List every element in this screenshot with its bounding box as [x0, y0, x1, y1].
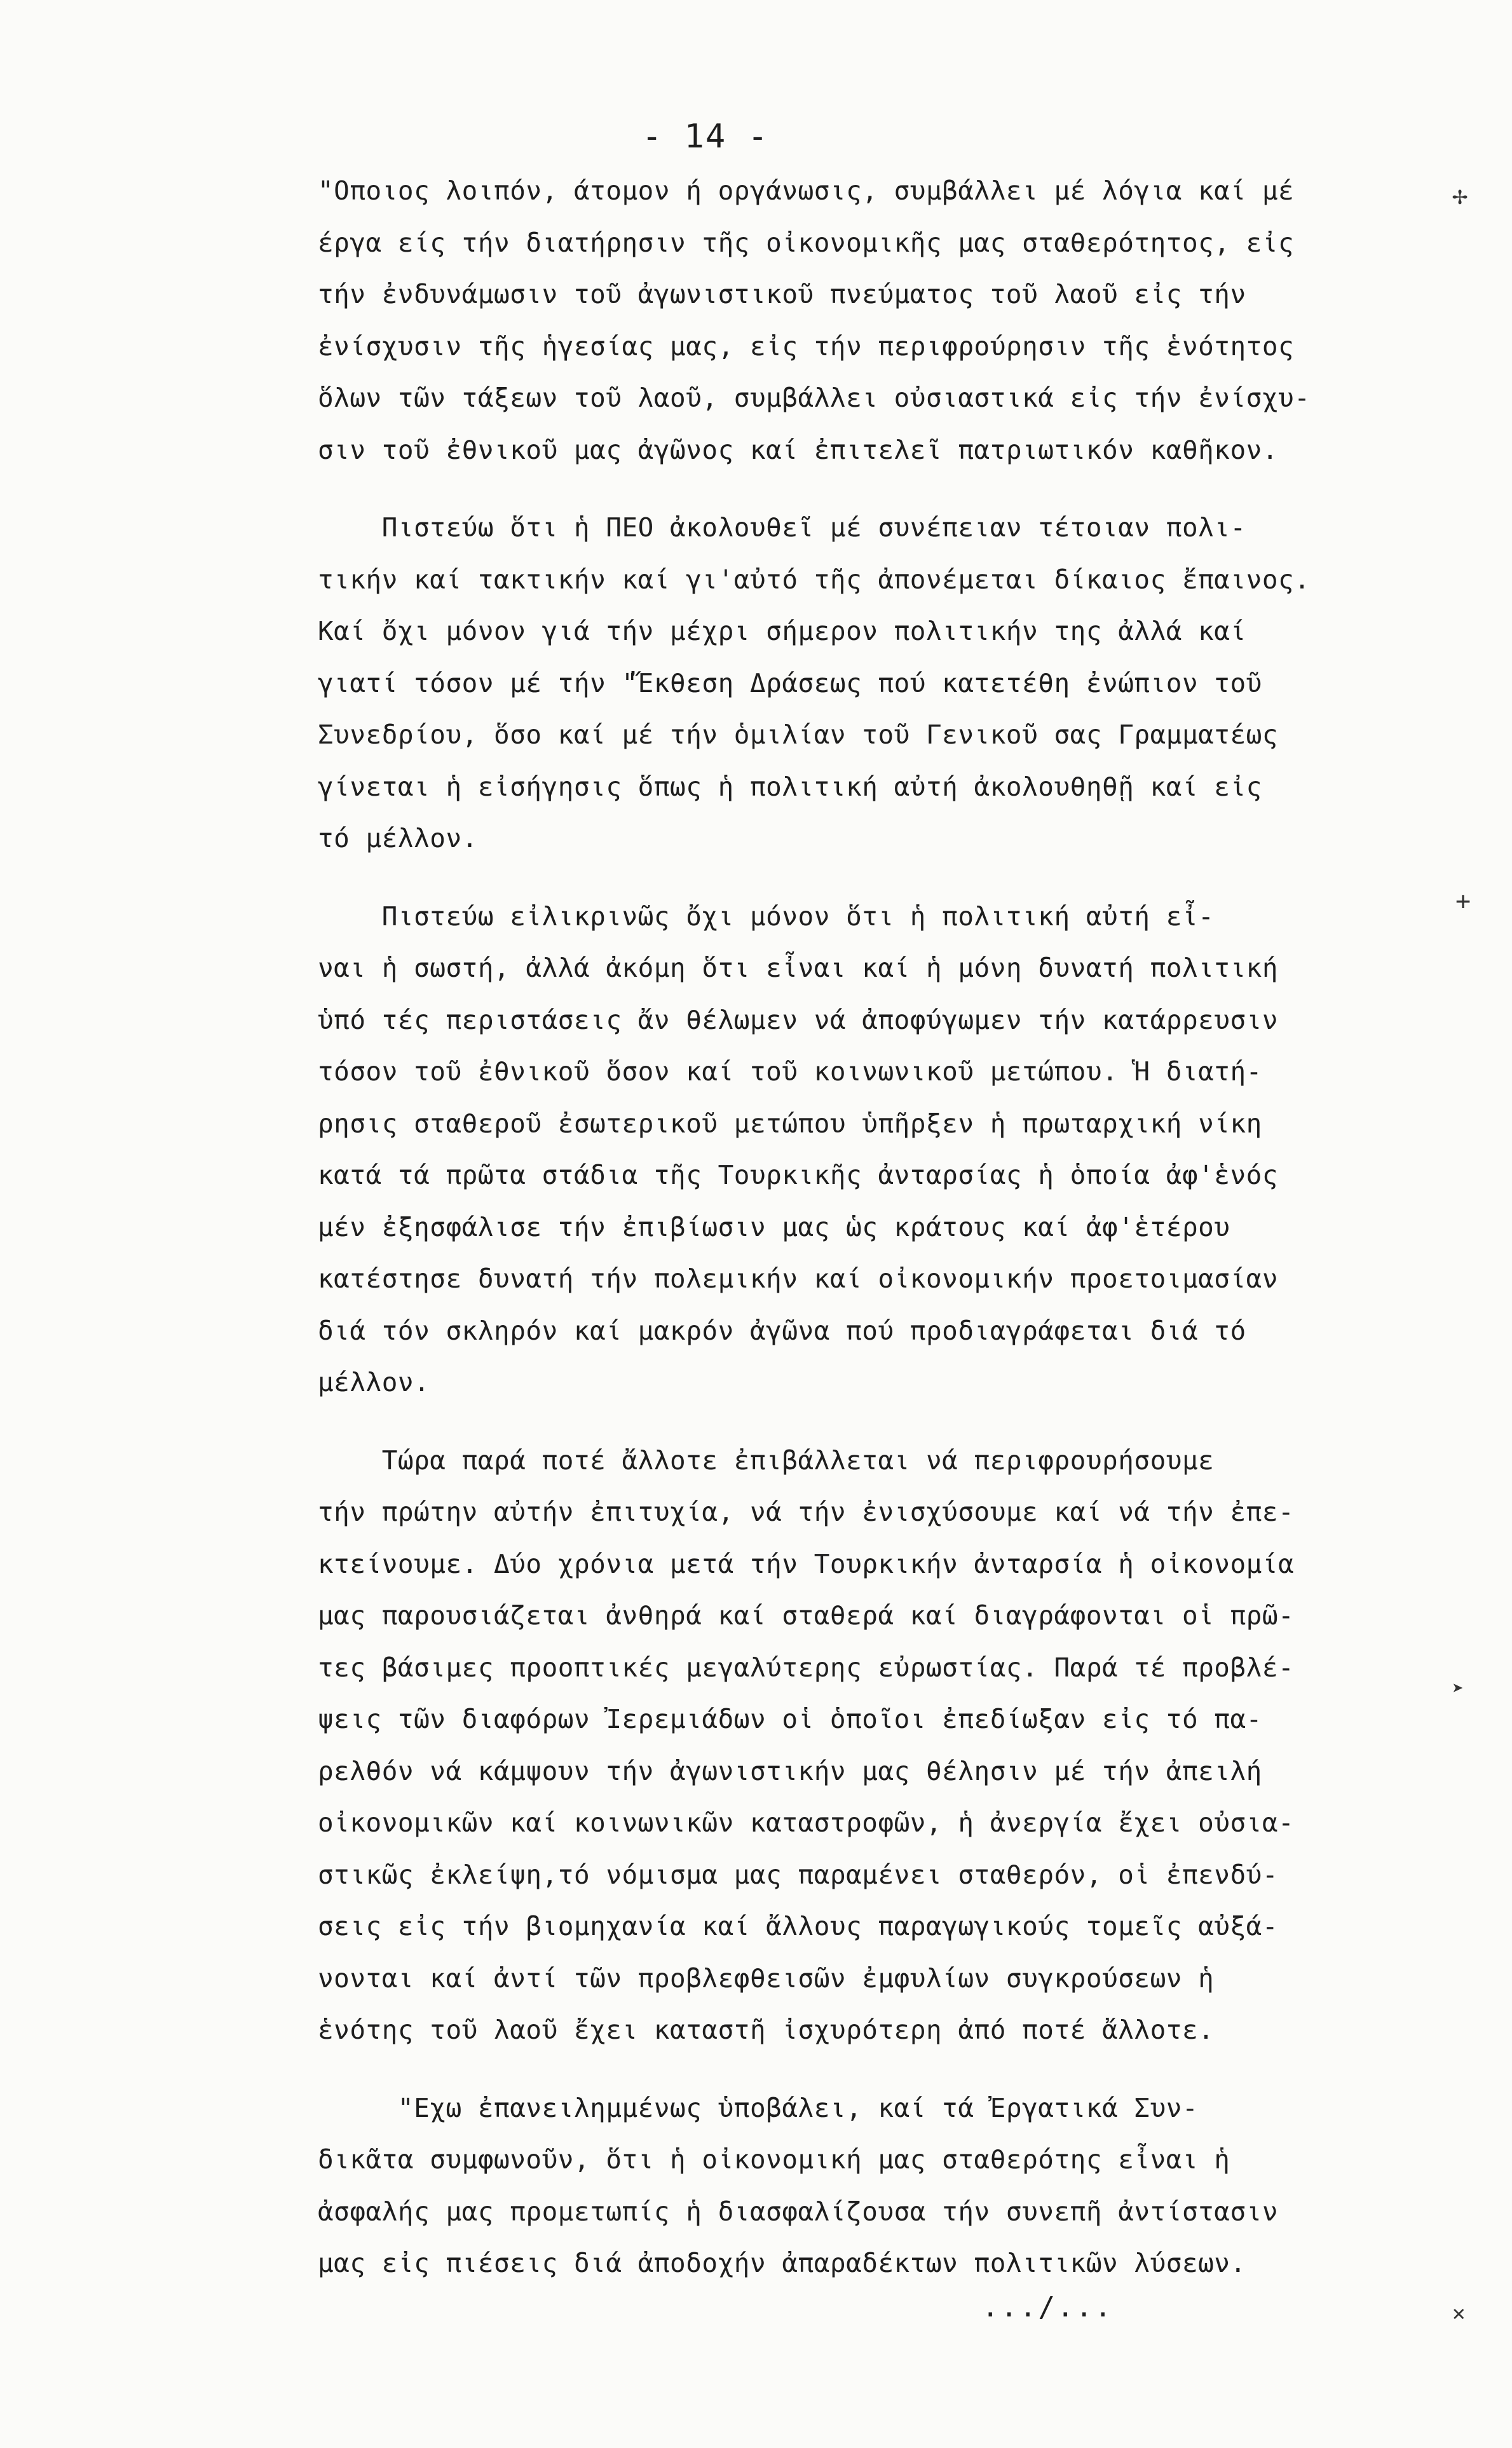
text-line: γίνεται ἡ εἰσήγησις ὅπως ἡ πολιτική αὐτή ἀκολουθηθῇ καί εἰς: [318, 771, 1262, 802]
text-line: τήν ἐνδυνάμωσιν τοῦ ἀγωνιστικοῦ πνεύματος τοῦ λαοῦ εἰς τήν: [318, 279, 1246, 309]
text-line: κατέστησε δυνατή τήν πολεμικήν καί οἰκονομικήν προετοιμασίαν: [318, 1263, 1279, 1294]
text-line: Πιστεύω εἰλικρινῶς ὄχι μόνον ὅτι ἡ πολιτική αὐτή εἶ-: [318, 901, 1215, 932]
paragraph-1: [318, 165, 1373, 476]
text-line: γιατί τόσον μέ τήν "Ἔκθεση Δράσεως πού κατετέθη ἐνώπιον τοῦ: [318, 667, 1262, 698]
text-line: διά τόν σκληρόν καί μακρόν ἀγῶνα πού προδιαγράφεται διά τό: [318, 1315, 1246, 1346]
text-line: ρελθόν νά κάμψουν τήν ἀγωνιστικήν μας θέλησιν μέ τήν ἀπειλή: [318, 1755, 1262, 1786]
text-line: μας παρουσιάζεται ἀνθηρά καί σταθερά καί διαγράφονται οἱ πρῶ-: [318, 1600, 1295, 1631]
text-line: κατά τά πρῶτα στάδια τῆς Τουρκικῆς ἀνταρσίας ἡ ὁποία ἀφ'ἑνός: [318, 1160, 1279, 1190]
text-line: νονται καί ἀντί τῶν προβλεφθεισῶν ἐμφυλίων συγκρούσεων ἡ: [318, 1962, 1215, 1994]
text-line: δικᾶτα συμφωνοῦν, ὅτι ἡ οἰκονομική μας σταθερότης εἶναι ἡ: [318, 2144, 1230, 2175]
text-line: μας εἰς πιέσεις διά ἀποδοχήν ἀπαραδέκτων πολιτικῶν λύσεων.: [318, 2248, 1246, 2278]
text-line: Καί ὄχι μόνον γιά τήν μέχρι σήμερον πολιτικήν της ἀλλά καί: [318, 616, 1246, 646]
text-line: ψεις τῶν διαφόρων Ἰερεμιάδων οἱ ὁποῖοι ἐπεδίωξαν εἰς τό πα-: [318, 1704, 1262, 1734]
scan-speck: ➤: [1452, 1678, 1464, 1700]
page-number: - 14 -: [642, 118, 769, 156]
text-line: Συνεδρίου, ὅσο καί μέ τήν ὁμιλίαν τοῦ Γενικοῦ σας Γραμματέως: [318, 719, 1279, 750]
text-line: στικῶς ἐκλείψη,τό νόμισμα μας παραμένει σταθερόν, οἱ ἐπενδύ-: [318, 1859, 1279, 1890]
text-line: σεις εἰς τήν βιομηχανία καί ἄλλους παραγωγικούς τομεῖς αὐξά-: [318, 1911, 1279, 1941]
scan-speck: +: [1455, 887, 1471, 916]
text-line: τικήν καί τακτικήν καί γι'αὐτό τῆς ἀπονέμεται δίκαιος ἔπαινος.: [318, 564, 1311, 595]
text-line: σιν τοῦ ἐθνικοῦ μας ἀγῶνος καί ἐπιτελεῖ πατριωτικόν καθῆκον.: [318, 434, 1279, 465]
text-line: μέν ἐξησφάλισε τήν ἐπιβίωσιν μας ὡς κράτους καί ἀφ'ἑτέρου: [318, 1211, 1230, 1242]
text-line: ρησις σταθεροῦ ἐσωτερικοῦ μετώπου ὑπῆρξεν ἡ πρωταρχική νίκη: [318, 1108, 1262, 1139]
text-line: "Εχω ἐπανειλημμένως ὑποβάλει, καί τά Ἐργατικά Συν-: [318, 2092, 1199, 2123]
text-line: έργα είς τήν διατήρησιν τῆς οἰκονομικῆς μας σταθερότητος, εἰς: [318, 227, 1295, 258]
text-line: "Οποιος λοιπόν, άτομον ή οργάνωσις, συμβάλλει μέ λόγια καί μέ: [318, 175, 1295, 206]
text-line: Τώρα παρά ποτέ ἄλλοτε ἐπιβάλλεται νά περιφρουρήσουμε: [318, 1445, 1215, 1476]
text-line: τό μέλλον.: [318, 823, 478, 853]
text-line: μέλλον.: [318, 1367, 430, 1397]
paragraph-4: [318, 1435, 1373, 2057]
body-text: [318, 165, 1373, 2290]
text-line: ἀσφαλής μας προμετωπίς ἡ διασφαλίζουσα τήν συνεπῆ ἀντίστασιν: [318, 2196, 1279, 2227]
text-line: ναι ἡ σωστή, ἀλλά ἀκόμη ὅτι εἶναι καί ἡ μόνη δυνατή πολιτική: [318, 953, 1279, 983]
text-line: κτείνουμε. Δύο χρόνια μετά τήν Τουρκικήν ἀνταρσία ἡ οἰκονομία: [318, 1548, 1295, 1579]
paragraph-2: [318, 502, 1373, 865]
paragraph-5: [318, 2083, 1373, 2290]
continuation-mark: .../...: [982, 2291, 1114, 2323]
paragraph-3: [318, 891, 1373, 1409]
text-line: τήν πρώτην αὐτήν ἐπιτυχία, νά τήν ἐνισχύσουμε καί νά τήν ἐπε-: [318, 1497, 1295, 1527]
text-line: τόσον τοῦ ἐθνικοῦ ὅσον καί τοῦ κοινωνικοῦ μετώπου. Ἡ διατή-: [318, 1056, 1262, 1087]
text-line: Πιστεύω ὅτι ἡ ΠΕΟ ἀκολουθεῖ μέ συνέπειαν τέτοιαν πολι-: [318, 512, 1246, 543]
scan-speck: ✢: [1452, 181, 1468, 210]
text-line: ὑπό τές περιστάσεις ἄν θέλωμεν νά ἀποφύγωμεν τήν κατάρρευσιν: [318, 1004, 1279, 1035]
text-line: ἑνότης τοῦ λαοῦ ἔχει καταστῆ ἰσχυρότερη ἀπό ποτέ ἄλλοτε.: [318, 2015, 1215, 2045]
text-line: οἰκονομικῶν καί κοινωνικῶν καταστροφῶν, ἡ ἀνεργία ἔχει οὐσια-: [318, 1807, 1295, 1838]
text-line: ἐνίσχυσιν τῆς ἡγεσίας μας, εἰς τήν περιφρούρησιν τῆς ἑνότητος: [318, 330, 1295, 362]
scan-speck: ✕: [1452, 2301, 1466, 2326]
text-line: ὅλων τῶν τάξεων τοῦ λαοῦ, συμβάλλει οὐσιαστικά εἰς τήν ἐνίσχυ-: [318, 383, 1311, 413]
text-line: τες βάσιμες προοπτικές μεγαλύτερης εὐρωστίας. Παρά τέ προβλέ-: [318, 1652, 1295, 1683]
